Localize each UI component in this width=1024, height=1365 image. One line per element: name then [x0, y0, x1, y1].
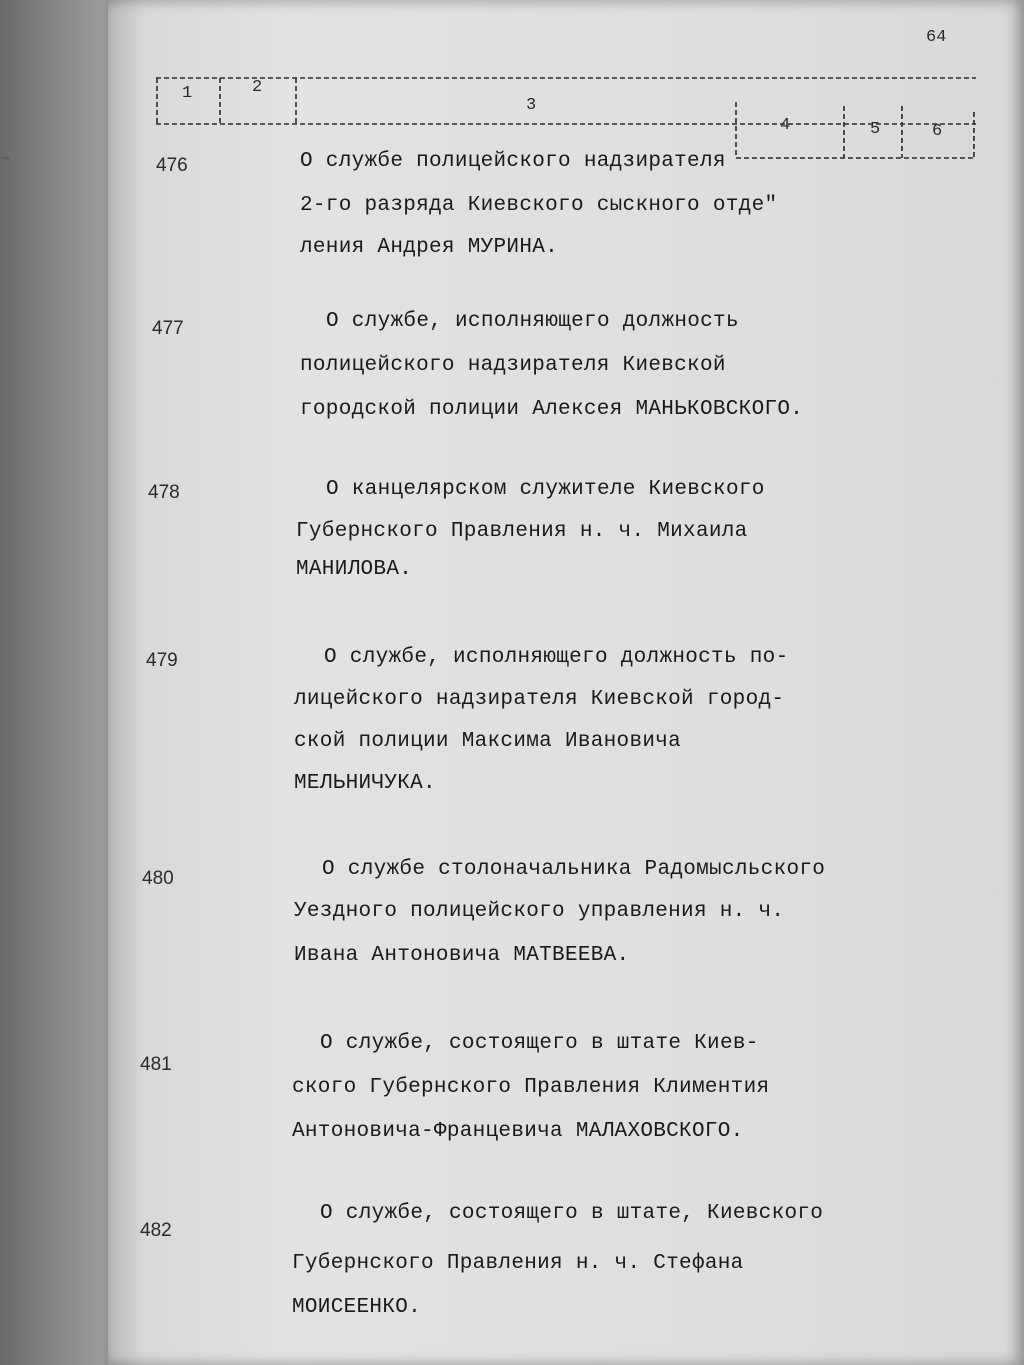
entry-text-line: Уездного полицейского управления н. ч. [294, 900, 785, 923]
facing-page-edge [0, 0, 120, 1365]
entry-number: 481 [140, 1054, 172, 1075]
entry-number: 477 [152, 318, 184, 339]
entry-text-line: лицейского надзирателя Киевской город- [294, 688, 785, 711]
entry-text-line: ской полиции Максима Ивановича [294, 730, 682, 753]
entry-text-line: О службе столоначальника Радомысльского [322, 858, 826, 881]
entry-text-line: О службе, состоящего в штате Киев- [320, 1032, 759, 1055]
entry-text-line: городской полиции Алексея МАНЬКОВСКОГО. [300, 398, 804, 421]
entry-number: 480 [142, 868, 174, 889]
entry-number: 478 [148, 482, 180, 503]
entry-text-line: Губернского Правления н. ч. Михаила [296, 520, 748, 543]
entry-number: 476 [156, 155, 188, 176]
entry-text-line: полицейского надзирателя Киевской [300, 354, 726, 377]
entry-text-line: МАНИЛОВА. [296, 558, 413, 581]
entry-text-line: МОИСЕЕНКО. [292, 1296, 422, 1319]
entry-number: 479 [146, 650, 178, 671]
column-5-label: 5 [870, 120, 881, 139]
entry-text-line: Губернского Правления н. ч. Стефана [292, 1252, 744, 1275]
entry-text-line: О службе, исполняющего должность [326, 310, 739, 333]
column-header-lines [156, 72, 976, 160]
column-6-label: 6 [932, 122, 943, 141]
entry-text-line: О канцелярском служителе Киевского [326, 478, 765, 501]
entry-text-line: О службе, исполняющего должность по- [324, 646, 789, 669]
column-1-label: 1 [182, 84, 193, 103]
entry-text-line: ского Губернского Правления Климентия [292, 1076, 770, 1099]
entry-text-line: Антоновича-Францевича МАЛАХОВСКОГО. [292, 1120, 744, 1143]
column-3-label: 3 [526, 96, 537, 115]
entry-number: 482 [140, 1220, 172, 1241]
entry-text-line: 2-го разряда Киевского сыскного отде" [300, 194, 778, 217]
entry-text-line: ления Андрея МУРИНА. [300, 236, 559, 259]
entry-text-line: Ивана Антоновича МАТВЕЕВА. [294, 944, 630, 967]
page-number: 64 [926, 28, 947, 47]
document-page [108, 0, 1024, 1365]
column-2-label: 2 [252, 78, 263, 97]
entry-text-line: О службе, состоящего в штате, Киевского [320, 1202, 824, 1225]
facing-page-fragment: ~ [0, 150, 11, 170]
column-4-label: 4 [780, 116, 791, 135]
column-header-table [156, 72, 976, 160]
entry-text-line: МЕЛЬНИЧУКА. [294, 772, 436, 795]
entry-text-line: О службе полицейского надзирателя [300, 150, 726, 173]
